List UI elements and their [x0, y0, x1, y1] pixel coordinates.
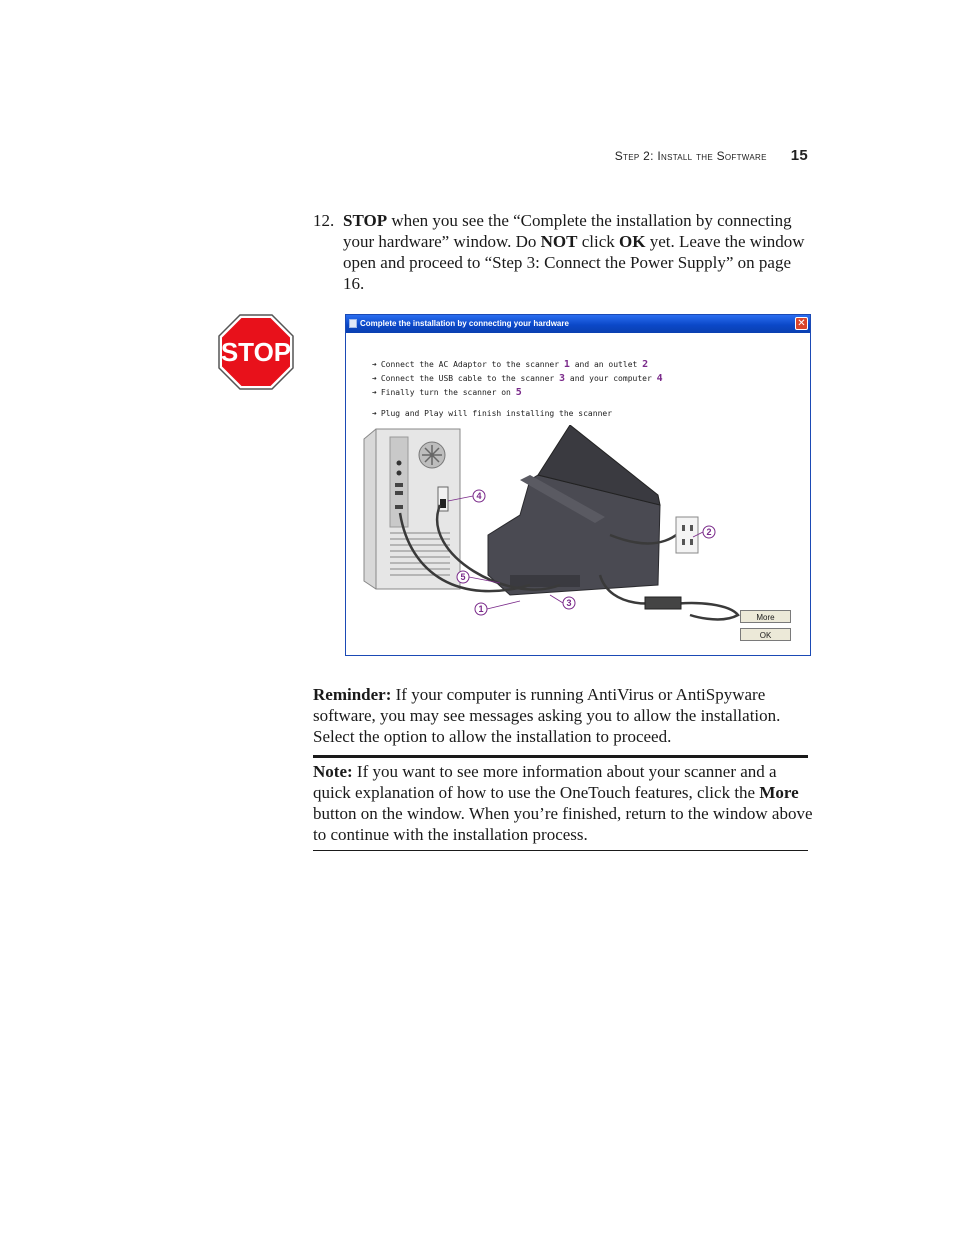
stop-word: STOP: [343, 211, 388, 230]
close-icon[interactable]: ✕: [795, 317, 808, 330]
instruction-text: and your computer: [565, 374, 657, 383]
step-text-part: yet. Leave the window open and proceed to “Step 3: Connect the Power Supply” on page 16.: [343, 232, 805, 293]
step-text-part: click: [577, 232, 620, 251]
page-number: 15: [790, 147, 808, 164]
arrow-icon: ➔: [372, 409, 377, 418]
callout-3: [563, 597, 575, 609]
instruction-text: Finally turn the scanner on: [380, 388, 516, 397]
more-button[interactable]: More: [740, 610, 791, 623]
callout-number: 3: [559, 373, 566, 384]
note-paragraph: [313, 761, 813, 845]
power-adapter-illustration: [645, 597, 681, 609]
app-icon: [349, 319, 357, 328]
install-dialog: [345, 314, 811, 656]
step-text-part: when you see the “Complete the installation by connecting your hardware” window. Do: [343, 211, 792, 251]
more-word: More: [759, 783, 799, 802]
note-top-rule: [313, 755, 808, 758]
not-word: NOT: [540, 232, 578, 251]
reminder-text: If your computer is running AntiVirus or AntiSpyware software, you may see messages asking you to allow the installation. Select the option to allow the installation to proceed.: [313, 685, 781, 746]
running-header: [615, 147, 808, 164]
computer-tower-illustration: [364, 429, 460, 589]
arrow-icon: ➔: [372, 374, 377, 383]
instruction-text: Connect the AC Adaptor to the scanner: [380, 360, 564, 369]
scanner-illustration: [488, 425, 660, 595]
callout-5-label: 5: [460, 572, 466, 582]
callout-2-label: 2: [706, 527, 712, 537]
instruction-line-1: [372, 359, 648, 370]
callout-number: 2: [642, 359, 649, 370]
arrow-icon: ➔: [372, 388, 377, 397]
reminder-paragraph: [313, 684, 813, 747]
ok-button[interactable]: OK: [740, 628, 791, 641]
instruction-line-2: [372, 373, 663, 384]
stop-sign-label: STOP: [220, 337, 292, 367]
step-text: [343, 210, 813, 294]
callout-1-label: 1: [478, 604, 484, 614]
note-text: If you want to see more information about your scanner and a quick explanation of how to use the OneTouch features, click the: [313, 762, 777, 802]
instruction-text: Plug and Play will finish installing the scanner: [380, 409, 613, 418]
callout-2: [703, 526, 715, 538]
note-bottom-rule: [313, 850, 808, 851]
note-text: button on the window. When you’re finished, return to the window above to continue with the installation process.: [313, 804, 813, 844]
step-12: [313, 210, 813, 294]
instruction-text: and an outlet: [569, 360, 643, 369]
instruction-line-4: [372, 409, 612, 418]
instruction-text: Connect the USB cable to the scanner: [380, 374, 560, 383]
note-label: Note:: [313, 762, 353, 781]
callout-3-label: 3: [566, 598, 572, 608]
connection-illustration: [360, 425, 740, 625]
callout-4-label: 4: [476, 491, 482, 501]
step-number: 12.: [313, 211, 335, 230]
callout-1: [475, 603, 487, 615]
wall-outlet-illustration: [676, 517, 698, 553]
reminder-label: Reminder:: [313, 685, 392, 704]
dialog-titlebar: [346, 315, 810, 333]
instruction-line-3: [372, 387, 522, 398]
callout-number: 4: [656, 373, 663, 384]
section-title: Step 2: Install the Software: [614, 149, 767, 163]
dialog-title: Complete the installation by connecting your hardware: [360, 319, 569, 328]
callout-number: 1: [563, 359, 570, 370]
ok-word: OK: [619, 232, 646, 251]
arrow-icon: ➔: [372, 360, 377, 369]
callout-4: [473, 490, 485, 502]
callout-5: [457, 571, 469, 583]
stop-sign-icon: [218, 314, 294, 390]
callout-number: 5: [515, 387, 522, 398]
